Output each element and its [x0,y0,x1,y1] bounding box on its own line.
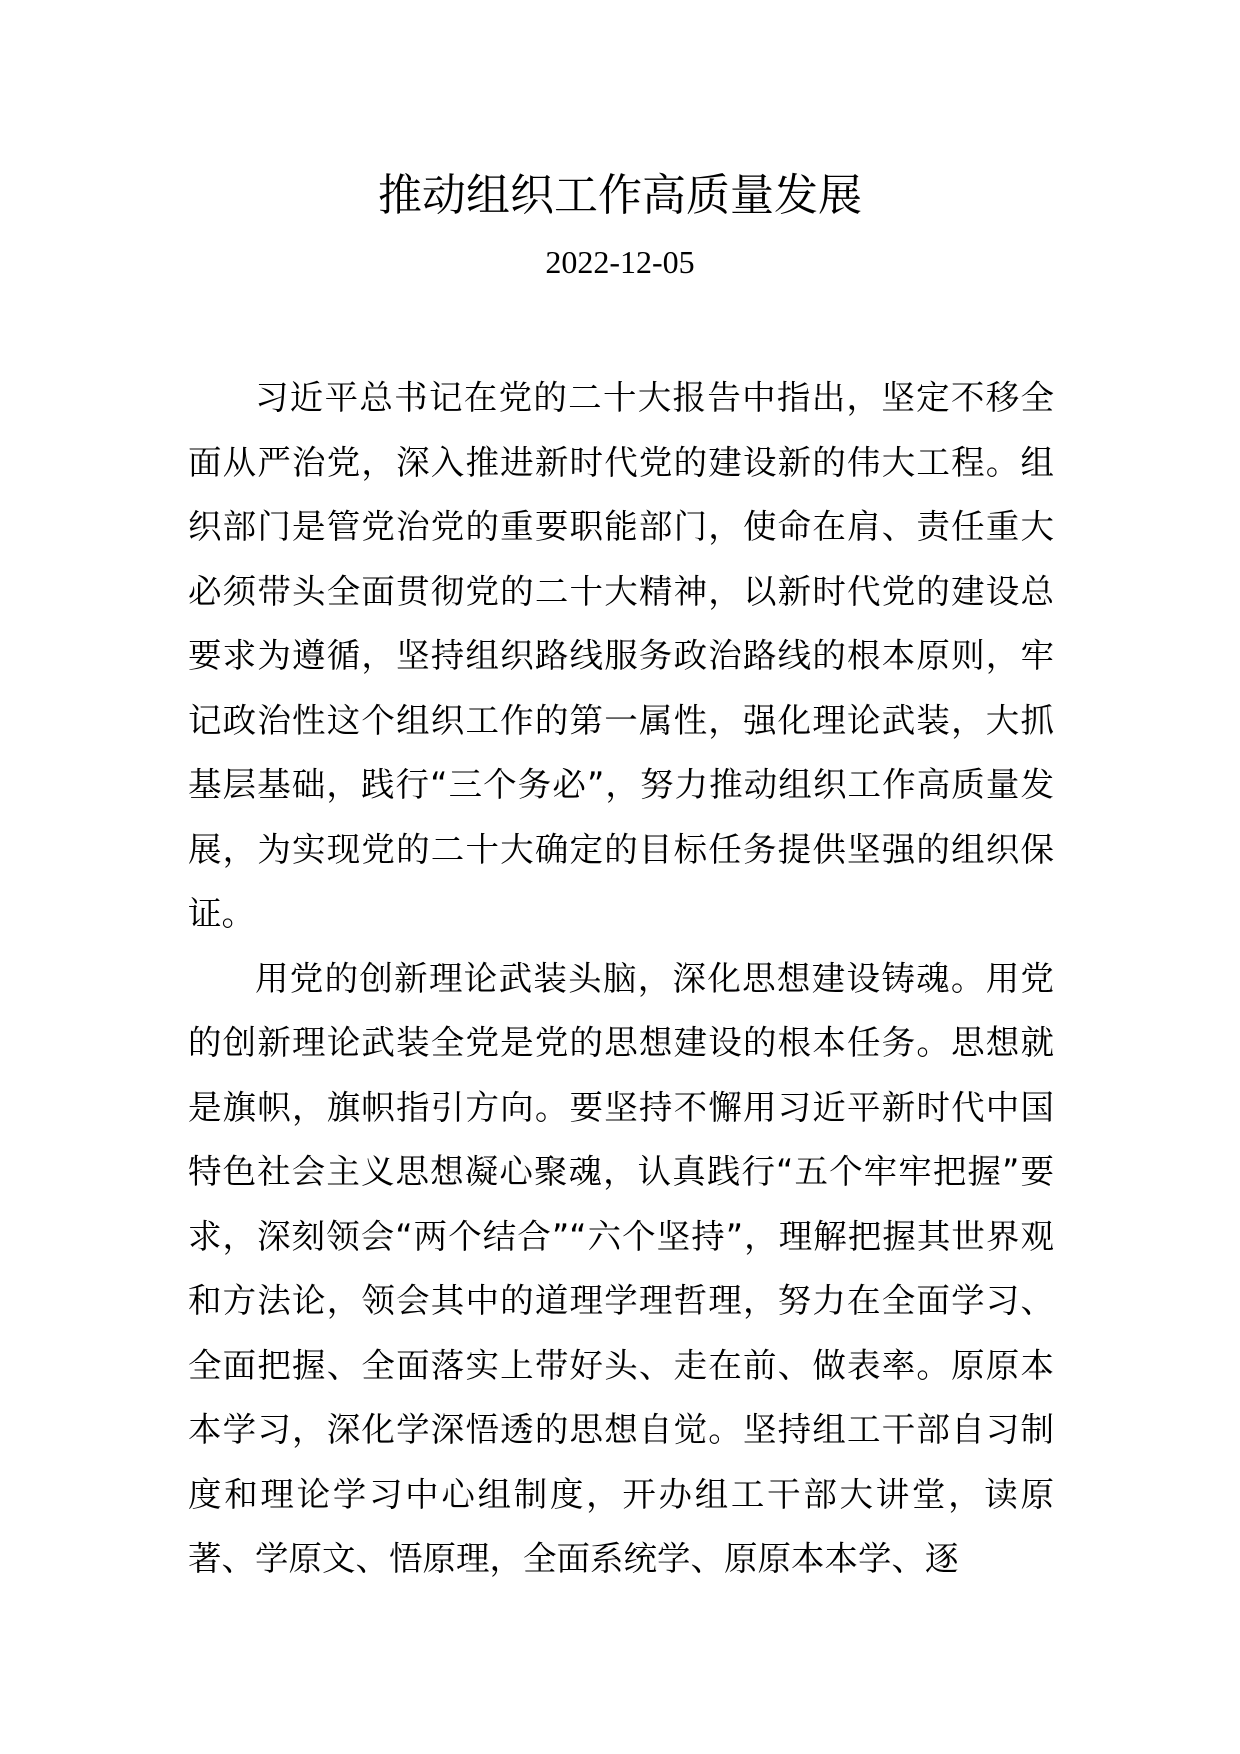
document-date: 2022-12-05 [545,244,695,280]
document-title: 推动组织工作高质量发展 [378,170,862,221]
paragraph: 习近平总书记在党的二十大报告中指出，坚定不移全面从严治党，深入推进新时代党的建设新的伟大工程。组织部门是管党治党的重要职能部门，使命在肩、责任重大必须带头全面贯彻党的二十大精神，以新时代党的建设总要求为遵循，坚持组织路线服务政治路线的根本原则，牢记政治性这个组织工作的第一属性，强化理论武装，大抓基层基础，践行“三个务必”，努力推动组织工作高质量发展，为实现党的二十大确定的目标任务提供坚强的组织保证。 [188,378,1054,933]
document-body [188,366,1054,1592]
paragraph: 用党的创新理论武装头脑，深化思想建设铸魂。用党的创新理论武装全党是党的思想建设的根本任务。思想就是旗帜，旗帜指引方向。要坚持不懈用习近平新时代中国特色社会主义思想凝心聚魂，认真践行“五个牢牢把握”要求，深刻领会“两个结合”“六个坚持”，理解把握其世界观和方法论，领会其中的道理学理哲理，努力在全面学习、全面把握、全面落实上带好头、走在前、做表率。原原本本学习，深化学深悟透的思想自觉。坚持组工干部自习制度和理论学习中心组制度，开办组工干部大讲堂，读原著、学原文、悟原理，全面系统学、原原本本学、逐 [188,958,1054,1578]
